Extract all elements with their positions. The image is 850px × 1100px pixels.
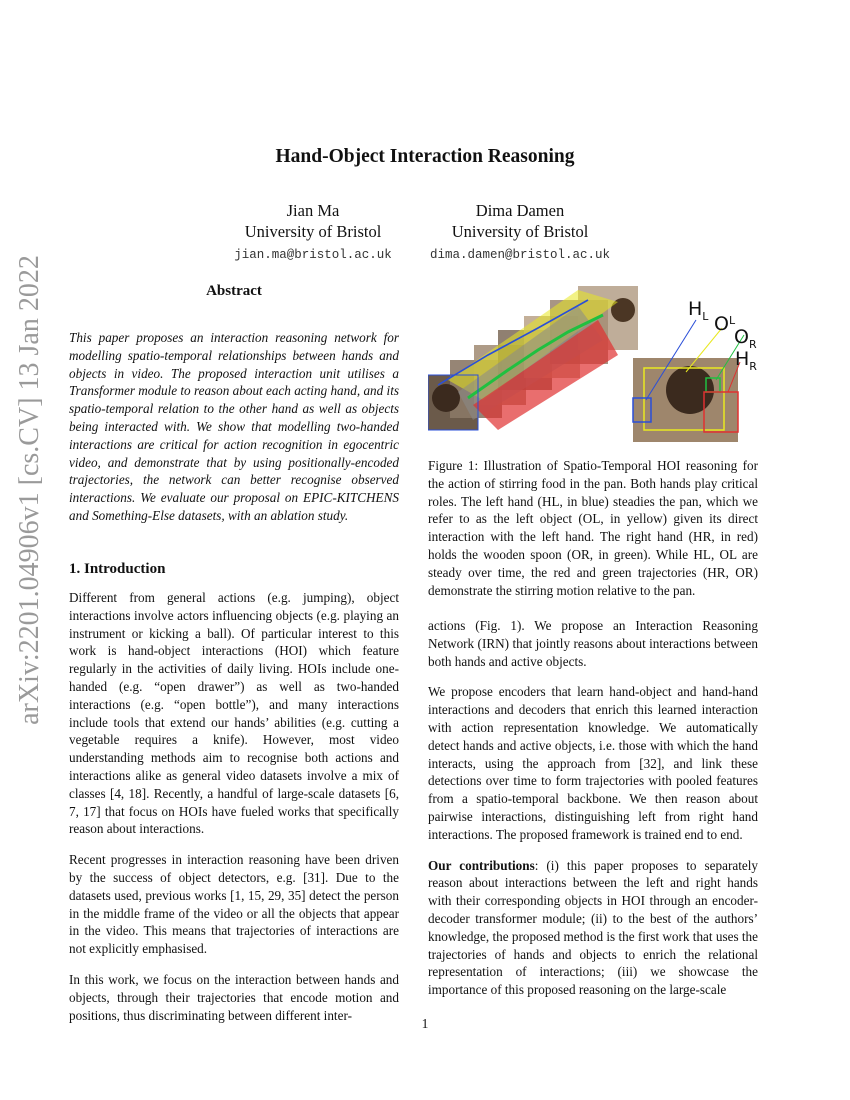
right-paragraph-3 (428, 857, 758, 999)
section-heading-introduction: 1. Introduction (69, 561, 166, 577)
author-affiliation: University of Bristol (451, 222, 589, 241)
abstract-heading: Abstract (206, 283, 262, 299)
figure-1-illustration (428, 280, 760, 450)
author-affiliation: University of Bristol (244, 222, 382, 241)
right-column-body (428, 617, 758, 1012)
arxiv-id: arXiv:2201.04906v1 [cs.CV] 13 Jan 2022 (14, 255, 45, 725)
intro-paragraph-2: Recent progresses in interaction reasoning have been driven by the success of object detectors, e.g. [31]. Due to the datasets used, previous works [1, 15, 29, 35] detect the person in the middle frame of the video or all the objects that appear in the video. This means that trajectories of interactions are not explicitly emphasised. (69, 852, 399, 957)
label-ol: $O^L$ (714, 313, 736, 335)
arxiv-watermark (0, 255, 60, 725)
label-or: $O_R$ (734, 326, 757, 351)
author-name: Dima Damen (475, 201, 565, 220)
page-number: 1 (421, 1016, 429, 1031)
paper-title: Hand-Object Interaction Reasoning (275, 146, 575, 167)
right-paragraph-1: actions (Fig. 1). We propose an Interaction Reasoning Network (IRN) that jointly reasons about interactions between both hands and active objects. (428, 618, 758, 669)
figure-1-caption: Figure 1: Illustration of Spatio-Temporal HOI reasoning for the action of stirring food in the pan. Both hands play critical roles. The left hand (HL, in blue) steadies the pan, which we refer to as the left object (OL, in yellow) given its direct interaction with the left hand. The right hand (HR, in red) holds the wooden spoon (OR, in green). While HL, OL are steady over time, the red and green trajectories (HR, OR) demonstrate the stirring motion relative to the pan. (428, 458, 758, 598)
contributions-text: : (i) this paper proposes to separately reason about interactions between the left and right hands with their corresponding objects in HOI through an encoder-decoder transformer module; (ii) to the best of the authors’ knowledge, the proposed method is the first work that uses the trajectories of hands and objects to enrich the relational representation of interactions; (iii) we showcase the importance of this proposed reasoning on the large-scale (428, 857, 758, 998)
right-paragraph-2: We propose encoders that learn hand-object and hand-hand interactions and decoders that enrich this learned interaction with action representation knowledge. We automatically detect hands and active objects, i.e. those with which the hand interacts, using the approach from [32], and link these detections over time to form trajectories with pooled features from a spatio-temporal backbone. We then reason about pairwise interactions, distinguishing left from right hand interactions. The proposed framework is trained end to end. (428, 684, 758, 842)
author-email: jian.ma@bristol.ac.uk (234, 248, 392, 262)
label-hl: $H_L$ (688, 298, 709, 323)
abstract-text: This paper proposes an interaction reasoning network for modelling spatio-temporal relationships between hands and objects in video. The proposed interaction unit utilises a Transformer module to reason about each acting hand, and its spatio-temporal relation to the other hand as well as objects being interacted with. We show that modelling two-handed interactions are critical for action recognition in egocentric video, and demonstrate that by using positionally-encoded trajectories, the network can better recognise observed interactions. We evaluate our proposal on EPIC-KITCHENS and Something-Else datasets, with an ablation study. (69, 330, 399, 523)
label-hr: $H_R$ (735, 348, 757, 373)
intro-paragraph-3: In this work, we focus on the interaction between hands and objects, through their trajectories that encode motion and positions, thus discriminating between different inter- (69, 971, 399, 1023)
author-email: dima.damen@bristol.ac.uk (429, 248, 611, 262)
author-block-1 (198, 200, 428, 266)
intro-paragraph-1: Different from general actions (e.g. jumping), object interactions involve actors influencing objects (e.g. playing an instrument or kicking a ball). Of particular interest to this work is hand-object interactions (HOI) which feature regularly in the activities of daily living. HOIs include one-handed (e.g. “open drawer”) as well as two-handed interactions (e.g. “open bottle”), and many interactions include tools that extend our hands’ abilities (e.g. cutting a vegetable requires a knife). However, most video understanding methods aim to recognise both actions and interactions alike as general video datasets involve a mix of classes [4, 18]. Recently, a handful of large-scale datasets [6, 7, 17] that focus on HOIs have fueled works that specifically reason about interactions. (69, 590, 399, 837)
contributions-label: Our contributions (428, 857, 535, 873)
author-block-2 (405, 200, 635, 266)
left-column-body (69, 589, 399, 1037)
author-name: Jian Ma (286, 201, 340, 220)
